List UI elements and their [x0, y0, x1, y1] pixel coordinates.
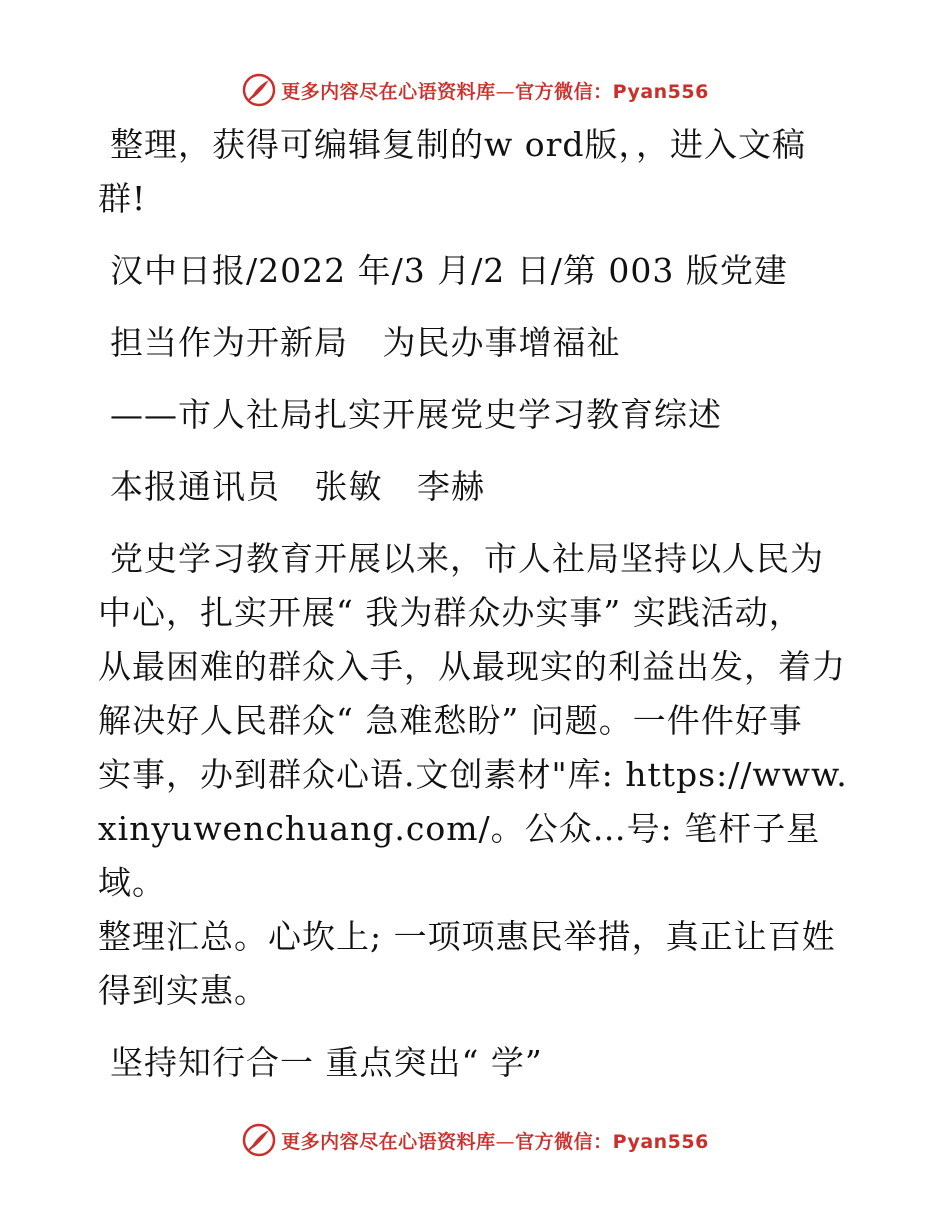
header-wechat-text: 官方微信：Pyan556: [515, 80, 709, 103]
header-brand-text: 更多内容尽在心语资料库: [281, 80, 496, 103]
paragraph-line: 中心，扎实开展“ 我为群众办实事” 实践活动，: [98, 593, 803, 632]
quill-logo-icon: [241, 1122, 277, 1158]
source-line: 汉中日报/2022 年/3 月/2 日/第 003 版党建: [110, 251, 788, 290]
paragraph-line: 党史学习教育开展以来，市人社局坚持以人民为: [110, 539, 824, 578]
footer-banner: [0, 1120, 950, 1160]
quill-logo-icon: [241, 72, 277, 108]
paragraph-line: 实事，办到群众心语.文创素材"库: https://www.: [98, 755, 848, 794]
intro-line-1: 整理，获得可编辑复制的w ord版，，进入文稿: [110, 125, 807, 164]
footer-separator: —: [495, 1130, 516, 1153]
intro-line-2: 群!: [98, 179, 147, 218]
header-banner: [0, 70, 950, 110]
paragraph-line: 从最困难的群众入手，从最现实的利益出发，着力: [98, 647, 846, 686]
footer-brand-text: 更多内容尽在心语资料库: [281, 1130, 496, 1153]
paragraph-line: 解决好人民群众“ 急难愁盼” 问题。一件件好事: [98, 701, 803, 740]
footer-banner-inner: [241, 1122, 709, 1158]
section-heading: 坚持知行合一 重点突出“ 学”: [110, 1043, 543, 1082]
headline: 担当作为开新局 为民办事增福祉: [110, 323, 621, 362]
header-banner-text: [281, 77, 709, 104]
header-separator: —: [495, 80, 516, 103]
subheadline: ——市人社局扎实开展党史学习教育综述: [110, 395, 722, 434]
header-banner-inner: [241, 72, 709, 108]
footer-banner-text: [281, 1127, 709, 1154]
document-body: [98, 118, 858, 1090]
paragraph-1: [98, 532, 858, 1018]
paragraph-line: xinyuwenchuang.com/。公众…号: 笔杆子星域。: [98, 809, 821, 902]
footer-wechat-text: 官方微信：Pyan556: [515, 1130, 709, 1153]
paragraph-line: 得到实惠。: [98, 971, 268, 1010]
byline: 本报通讯员 张敏 李赫: [110, 467, 485, 506]
paragraph-line: 整理汇总。心坎上; 一项项惠民举措，真正让百姓: [98, 917, 836, 956]
